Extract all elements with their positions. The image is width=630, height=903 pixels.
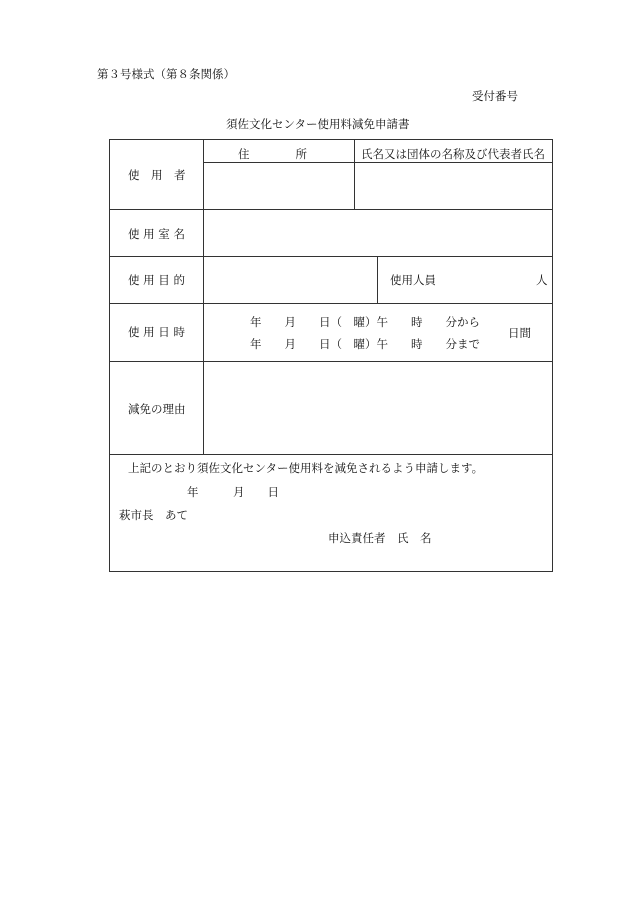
name-header: 氏名又は団体の名称及び代表者氏名 (361, 147, 545, 161)
reason-field[interactable] (204, 362, 551, 453)
user-label: 使 用 者 (128, 168, 186, 182)
people-unit: 人 (536, 273, 548, 287)
purpose-field[interactable] (204, 257, 376, 302)
reason-label: 減免の理由 (128, 402, 186, 416)
purpose-label: 使 用 目 的 (128, 273, 185, 287)
room-field[interactable] (204, 210, 551, 255)
row-divider-reason (110, 454, 552, 455)
datetime-label: 使 用 日 時 (128, 325, 185, 339)
room-label: 使 用 室 名 (128, 227, 185, 241)
row-divider-purpose (110, 303, 552, 304)
applicant-name-label: 申込責任者 氏 名 (328, 531, 432, 545)
name-field[interactable] (355, 163, 551, 208)
application-statement: 上記のとおり須佐文化センター使用料を減免されるよう申請します。 (128, 461, 484, 475)
days-label: 日間 (508, 326, 531, 340)
form-number: 第３号様式（第８条関係） (97, 67, 235, 81)
application-form-table (109, 139, 553, 572)
purpose-people-divider (377, 256, 378, 303)
datetime-to: 年 月 日（ 曜）午 時 分まで (250, 337, 480, 351)
address-field[interactable] (204, 163, 353, 208)
application-date: 年 月 日 (187, 485, 279, 499)
datetime-from: 年 月 日（ 曜）午 時 分から (250, 315, 480, 329)
people-label: 使用人員 (390, 273, 436, 287)
address-header: 住 所 (238, 147, 307, 161)
addressee: 萩市長 あて (119, 508, 188, 522)
people-count-field[interactable] (440, 257, 532, 302)
page-title: 須佐文化センター使用料減免申請書 (226, 117, 410, 131)
reception-number-label: 受付番号 (472, 89, 518, 103)
